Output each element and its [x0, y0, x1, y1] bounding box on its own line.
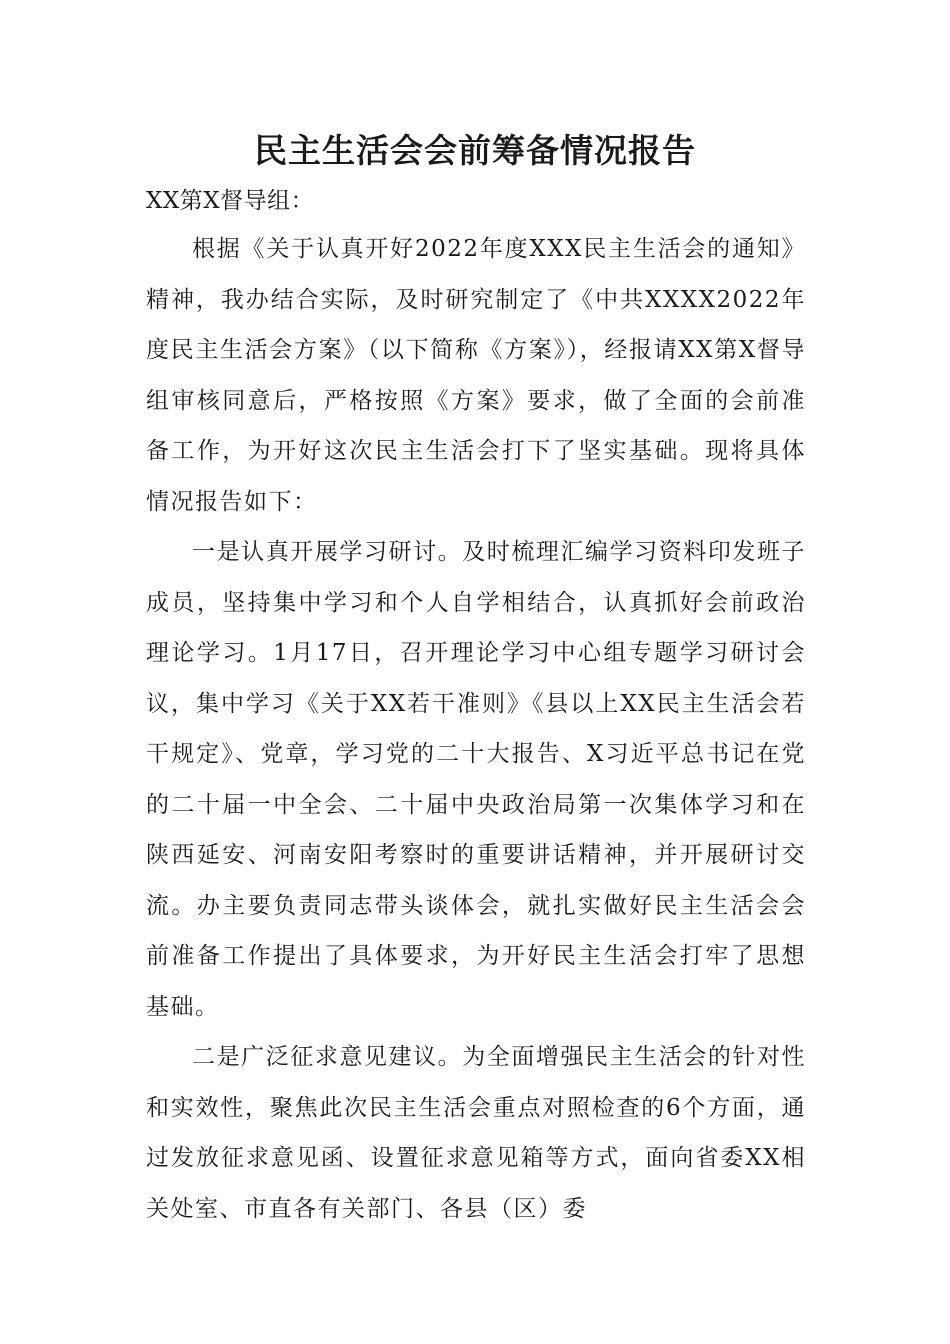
document-body — [146, 178, 806, 1234]
document-title: 民主生活会会前筹备情况报告 — [254, 131, 696, 170]
paragraph-study: 一是认真开展学习研讨。及时梳理汇编学习资料印发班子成员，坚持集中学习和个人自学相结合，认真抓好会前政治理论学习。1月17日，召开理论学习中心组专题学习研讨会议，集中学习《关于XX若干准则》《县以上XX民主生活会若干规定》、党章，学习党的二十大报告、X习近平总书记在党的二十届一中全会、二十届中央政治局第一次集体学习和在陕西延安、河南安阳考察时的重要讲话精神，并开展研讨交流。办主要负责同志带头谈体会，就扎实做好民主生活会会前准备工作提出了具体要求，为开好民主生活会打牢了思想基础。 — [146, 539, 806, 1020]
salutation: XX第X督导组： — [146, 188, 315, 214]
paragraph-opinions: 二是广泛征求意见建议。为全面增强民主生活会的针对性和实效性，聚焦此次民主生活会重点对照检查的6个方面，通过发放征求意见函、设置征求意见箱等方式，面向省委XX相关处室、市直各有关部门、各县（区）委 — [146, 1044, 806, 1222]
paragraph-intro: 根据《关于认真开好2022年度XXX民主生活会的通知》精神，我办结合实际，及时研究制定了《中共XXXX2022年度民主生活会方案》（以下简称《方案》），经报请XX第X督导组审核同意后，严格按照《方案》要求，做了全面的会前准备工作，为开好这次民主生活会打下了坚实基础。现将具体情况报告如下： — [146, 236, 806, 515]
